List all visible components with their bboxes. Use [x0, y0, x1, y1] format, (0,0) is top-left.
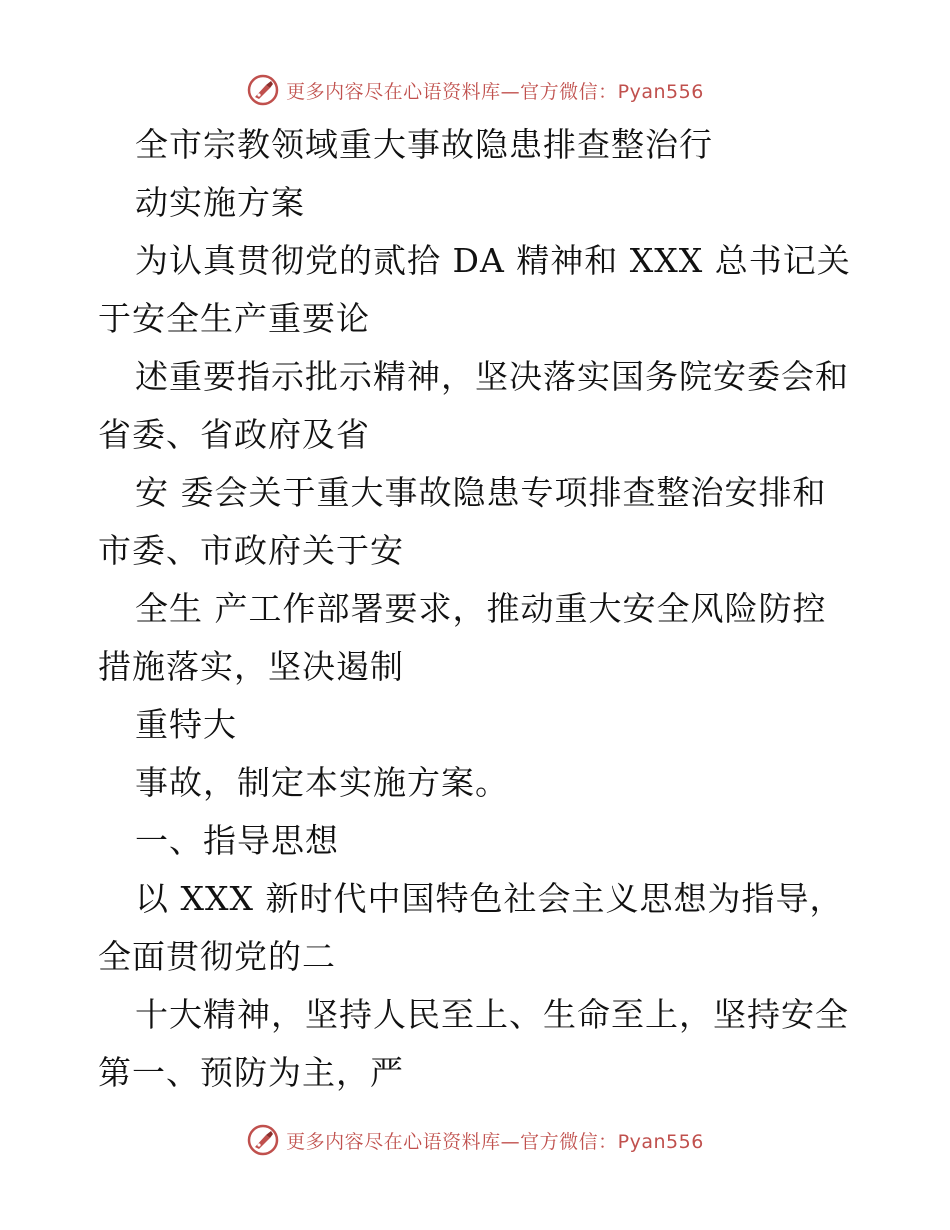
paragraph-2: 述重要指示批示精神，坚决落实国务院安委会和省委、省政府及省 [98, 357, 849, 454]
document-body [98, 116, 858, 1102]
document-title-line-1: 全市宗教领域重大事故隐患排查整治行 [135, 125, 713, 164]
paragraph-4: 全生 产工作部署要求，推动重大安全风险防控措施落实，坚决遏制 [98, 589, 827, 686]
paragraph-7: 以 XXX 新时代中国特色社会主义思想为指导，全面贯彻党的二 [98, 879, 844, 976]
pen-nib-logo-icon [246, 1123, 280, 1157]
paragraph-3: 安 委会关于重大事故隐患专项排查整治安排和市委、市政府关于安 [98, 473, 827, 570]
pen-nib-logo-icon [246, 73, 280, 107]
paragraph-8: 十大精神，坚持人民至上、生命至上，坚持安全第一、预防为主，严 [98, 995, 849, 1092]
paragraph-5: 重特大 [135, 705, 237, 744]
header-banner [0, 70, 950, 110]
footer-banner-text: 更多内容尽在心语资料库—官方微信：Pyan556 [286, 1130, 704, 1153]
footer-banner [0, 1120, 950, 1160]
paragraph-1: 为认真贯彻党的贰拾 DA 精神和 XXX 总书记关于安全生产重要论 [98, 241, 851, 338]
paragraph-6: 事故，制定本实施方案。 [135, 763, 509, 802]
header-banner-text: 更多内容尽在心语资料库—官方微信：Pyan556 [286, 80, 704, 103]
document-title-line-2: 动实施方案 [135, 183, 305, 222]
section-heading-guiding-ideology: 一、指导思想 [135, 821, 339, 860]
